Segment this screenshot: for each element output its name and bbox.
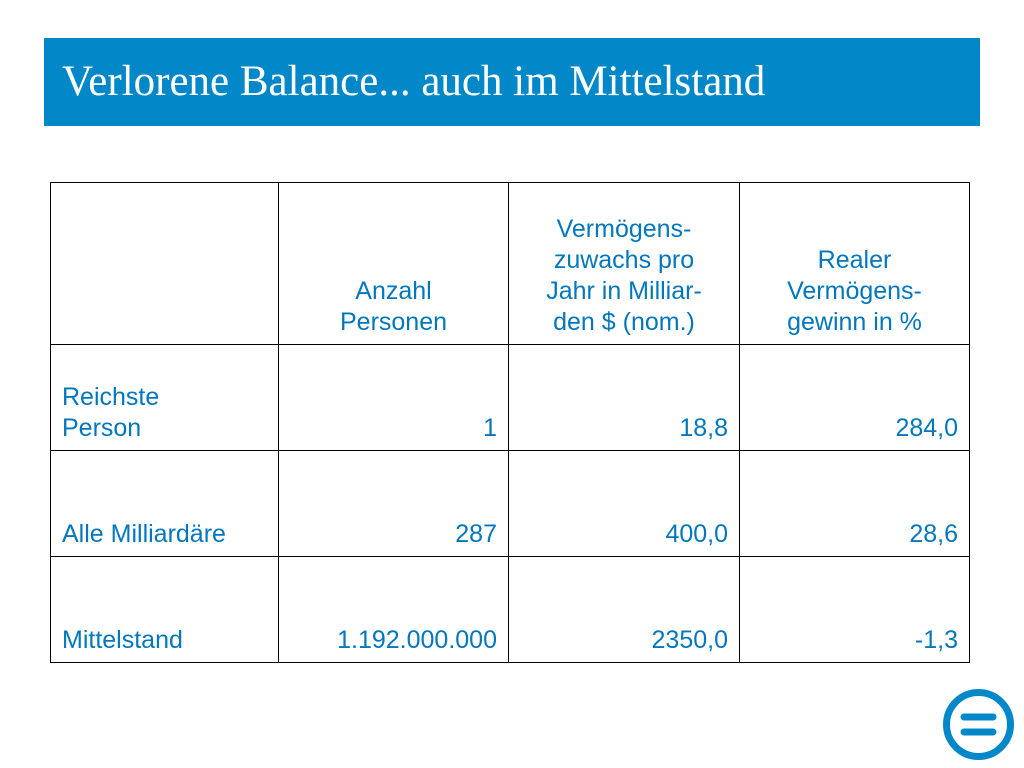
gain-cell: -1,3 xyxy=(740,557,970,663)
gain-cell: 28,6 xyxy=(740,451,970,557)
header-cell-empty xyxy=(51,183,279,345)
equals-logo-icon xyxy=(942,688,1015,761)
table-row xyxy=(51,451,970,557)
table-row xyxy=(51,345,970,451)
data-table xyxy=(50,182,970,663)
growth-cell: 2350,0 xyxy=(509,557,740,663)
title-bar xyxy=(44,38,980,126)
persons-cell: 1 xyxy=(279,345,509,451)
persons-cell: 1.192.000.000 xyxy=(279,557,509,663)
table-row xyxy=(51,557,970,663)
row-label: Mittelstand xyxy=(51,557,279,663)
page-title: Verlorene Balance... auch im Mittelstand xyxy=(62,58,766,105)
table-header-row xyxy=(51,183,970,345)
header-cell-growth: Vermögens- zuwachs pro Jahr in Milliar- den $ (nom.) xyxy=(509,183,740,345)
growth-cell: 400,0 xyxy=(509,451,740,557)
growth-cell: 18,8 xyxy=(509,345,740,451)
gain-cell: 284,0 xyxy=(740,345,970,451)
header-cell-gain: Realer Vermögens- gewinn in % xyxy=(740,183,970,345)
header-cell-persons: Anzahl Personen xyxy=(279,183,509,345)
persons-cell: 287 xyxy=(279,451,509,557)
row-label: Alle Milliardäre xyxy=(51,451,279,557)
row-label: Reichste Person xyxy=(51,345,279,451)
